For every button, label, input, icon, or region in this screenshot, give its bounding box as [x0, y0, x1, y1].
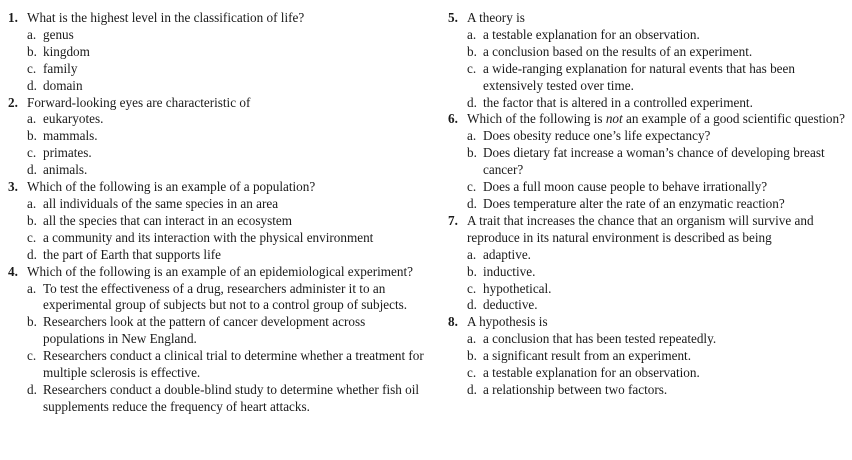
question-7	[448, 213, 848, 314]
answer-option-d[interactable]	[448, 95, 848, 112]
answer-options	[8, 281, 428, 416]
question-text-emphasis: not	[605, 111, 623, 127]
answer-options	[448, 128, 848, 213]
option-text: a conclusion based on the results of an experiment.	[483, 43, 753, 59]
option-letter: d.	[467, 297, 477, 313]
answer-option-d[interactable]	[448, 297, 848, 314]
option-letter: d.	[467, 195, 477, 211]
question-number: 6.	[448, 111, 458, 127]
option-letter: a.	[27, 111, 37, 127]
answer-option-a[interactable]	[8, 281, 428, 315]
option-text: mammals.	[43, 128, 98, 144]
option-letter: b.	[27, 212, 37, 228]
option-text: To test the effectiveness of a drug, researchers administer it to an experimental group of subjects but not to a control group of subjects.	[43, 280, 408, 313]
option-letter: c.	[467, 365, 477, 381]
option-text: Does dietary fat increase a woman’s chance of developing breast cancer?	[483, 145, 825, 178]
option-letter: b.	[467, 145, 477, 161]
question-number: 2.	[8, 94, 18, 110]
question-6	[448, 111, 848, 212]
question-number: 4.	[8, 263, 18, 279]
answer-option-a[interactable]	[8, 27, 428, 44]
answer-options	[8, 27, 428, 95]
question-text: Which of the following is an example of a population?	[27, 179, 316, 195]
option-text: Does temperature alter the rate of an enzymatic reaction?	[483, 195, 785, 211]
left-column	[8, 10, 428, 416]
answer-option-d[interactable]	[448, 196, 848, 213]
answer-option-d[interactable]	[8, 247, 428, 264]
answer-option-b[interactable]	[448, 348, 848, 365]
answer-option-c[interactable]	[8, 348, 428, 382]
question-2	[8, 95, 428, 180]
option-letter: b.	[27, 128, 37, 144]
answer-options	[448, 331, 848, 399]
question-1	[8, 10, 428, 95]
answer-option-c[interactable]	[8, 61, 428, 78]
option-text: adaptive.	[483, 246, 531, 262]
question-4	[8, 264, 428, 416]
answer-option-c[interactable]	[448, 179, 848, 196]
question-text-after: an example of a good scientific question?	[622, 111, 845, 127]
answer-option-b[interactable]	[8, 128, 428, 145]
option-text: eukaryotes.	[43, 111, 104, 127]
option-text: kingdom	[43, 43, 90, 59]
answer-option-b[interactable]	[8, 314, 428, 348]
option-letter: a.	[27, 26, 37, 42]
option-letter: d.	[27, 162, 37, 178]
question-text: What is the highest level in the classification of life?	[27, 10, 305, 25]
option-letter: a.	[467, 26, 477, 42]
question-number: 3.	[8, 179, 18, 195]
option-letter: b.	[27, 43, 37, 59]
option-text: Researchers look at the pattern of cancer development across populations in New England.	[43, 314, 366, 347]
option-letter: d.	[27, 77, 37, 93]
option-letter: c.	[27, 229, 37, 245]
question-number: 7.	[448, 212, 458, 228]
answer-option-a[interactable]	[448, 247, 848, 264]
option-text: inductive.	[483, 263, 536, 279]
answer-option-d[interactable]	[8, 162, 428, 179]
answer-option-a[interactable]	[8, 196, 428, 213]
answer-option-b[interactable]	[448, 264, 848, 281]
option-letter: a.	[27, 195, 37, 211]
option-text: family	[43, 60, 78, 76]
answer-option-c[interactable]	[448, 61, 848, 95]
option-letter: c.	[27, 348, 37, 364]
question-text: Which of the following is an example of an epidemiological experiment?	[27, 263, 413, 279]
option-text: a conclusion that has been tested repeatedly.	[483, 331, 717, 347]
answer-option-a[interactable]	[448, 27, 848, 44]
option-letter: c.	[467, 280, 477, 296]
option-letter: c.	[27, 60, 37, 76]
option-letter: b.	[467, 348, 477, 364]
option-text: animals.	[43, 162, 88, 178]
answer-options	[448, 27, 848, 112]
option-text: a wide-ranging explanation for natural events that has been extensively tested over time.	[483, 60, 795, 93]
option-letter: c.	[467, 179, 477, 195]
option-letter: c.	[467, 60, 477, 76]
question-number: 8.	[448, 314, 458, 330]
answer-option-a[interactable]	[8, 111, 428, 128]
option-letter: a.	[467, 246, 477, 262]
question-text: A hypothesis is	[467, 314, 548, 330]
option-letter: d.	[27, 381, 37, 397]
question-text	[467, 111, 848, 128]
question-text-before: Which of the following is	[467, 111, 606, 127]
answer-option-d[interactable]	[448, 382, 848, 399]
option-text: all individuals of the same species in an area	[43, 195, 279, 211]
right-column	[448, 10, 848, 399]
option-letter: d.	[467, 94, 477, 110]
answer-options	[448, 247, 848, 315]
answer-option-c[interactable]	[8, 230, 428, 247]
option-text: a testable explanation for an observation.	[483, 365, 700, 381]
option-text: deductive.	[483, 297, 538, 313]
answer-option-c[interactable]	[8, 145, 428, 162]
option-text: a significant result from an experiment.	[483, 348, 691, 364]
option-text: all the species that can interact in an ecosystem	[43, 212, 292, 228]
answer-options	[8, 111, 428, 179]
option-text: Researchers conduct a clinical trial to determine whether a treatment for multiple sclerosis is effective.	[43, 348, 424, 381]
question-5	[448, 10, 848, 111]
answer-option-b[interactable]	[8, 44, 428, 61]
option-letter: a.	[27, 280, 37, 296]
option-letter: a.	[467, 128, 477, 144]
option-text: genus	[43, 26, 74, 42]
option-letter: d.	[27, 246, 37, 262]
option-text: a testable explanation for an observation.	[483, 26, 700, 42]
question-number: 5.	[448, 10, 458, 25]
answer-option-c[interactable]	[448, 281, 848, 298]
question-text: A theory is	[467, 10, 525, 25]
option-text: a community and its interaction with the physical environment	[43, 229, 374, 245]
option-letter: a.	[467, 331, 477, 347]
option-text: primates.	[43, 145, 92, 161]
answer-option-a[interactable]	[448, 331, 848, 348]
option-letter: b.	[467, 43, 477, 59]
option-text: the part of Earth that supports life	[43, 246, 221, 262]
question-text: Forward-looking eyes are characteristic of	[27, 94, 251, 110]
option-text: hypothetical.	[483, 280, 552, 296]
answer-option-c[interactable]	[448, 365, 848, 382]
answer-option-d[interactable]	[8, 382, 428, 416]
answer-options	[8, 196, 428, 264]
question-3	[8, 179, 428, 264]
answer-option-a[interactable]	[448, 128, 848, 145]
answer-option-b[interactable]	[8, 213, 428, 230]
answer-option-b[interactable]	[448, 44, 848, 61]
question-8	[448, 314, 848, 399]
option-letter: d.	[467, 381, 477, 397]
option-text: Researchers conduct a double-blind study to determine whether fish oil supplements reduce the frequency of heart attacks.	[43, 381, 420, 414]
option-letter: b.	[27, 314, 37, 330]
option-text: Does a full moon cause people to behave irrationally?	[483, 179, 768, 195]
answer-option-d[interactable]	[8, 78, 428, 95]
option-text: the factor that is altered in a controlled experiment.	[483, 94, 753, 110]
question-text: A trait that increases the chance that an organism will survive and reproduce in its natural environment is described as being	[467, 212, 814, 245]
option-letter: c.	[27, 145, 37, 161]
option-text: Does obesity reduce one’s life expectancy?	[483, 128, 711, 144]
option-text: domain	[43, 77, 83, 93]
option-text: a relationship between two factors.	[483, 381, 668, 397]
option-letter: b.	[467, 263, 477, 279]
question-number: 1.	[8, 10, 18, 25]
answer-option-b[interactable]	[448, 145, 848, 179]
